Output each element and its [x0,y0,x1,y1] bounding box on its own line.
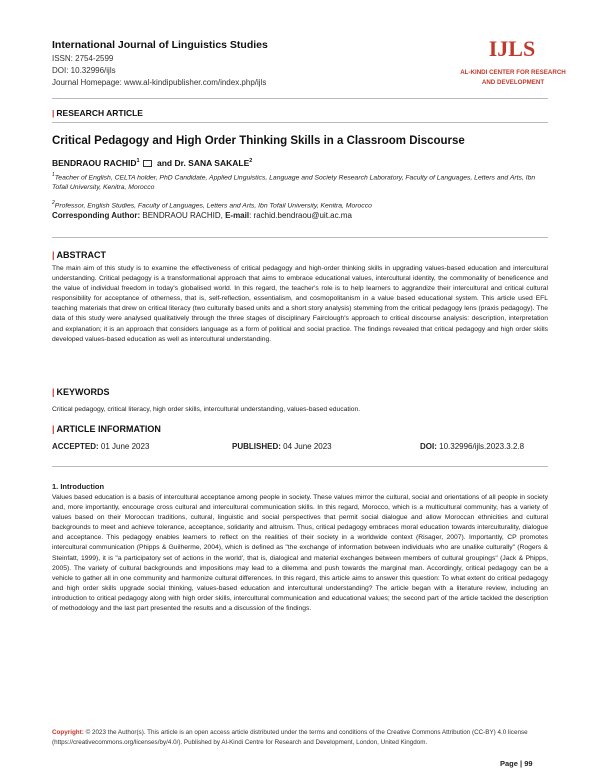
copyright-notice [52,728,548,747]
journal-logo-subtitle [440,68,586,88]
corresponding-label: Corresponding Author: [52,211,141,220]
affiliation-1 [52,170,548,193]
page-number: Page | 99 [500,759,533,768]
author-1-sup: 1 [136,158,140,165]
journal-logo: IJLS [488,36,536,61]
authors-line [52,158,252,168]
article-type [52,108,143,118]
copyright-text: © 2023 the Author(s). This article is an open access article distributed under the terms and conditions of the Creative Commons Attribution (CC-BY) 4.0 license (https://creativecommons.org/licenses/by/4.0/). Published by Al-Kindi Centre for Research and Development, London, United Kingdom. [52,729,528,746]
section-bar: | [52,424,55,434]
published-label: PUBLISHED: [232,442,281,451]
accepted-value: 01 June 2023 [100,442,150,451]
author-1: BENDRAOU RACHID [52,158,137,168]
accepted-label: ACCEPTED: [52,442,99,451]
published-date [232,442,332,451]
article-type-label: RESEARCH ARTICLE [56,108,143,118]
article-type-divider [52,122,548,123]
introduction-text: Values based education is a basis of intercultural acceptance among people in society. These values mirror the cultural, social and orientations of all people in society and, more importantly, encourage cross cultural and intercultural communication skills. In this regard, Morocco, which is a multicultural community, has a variety of values based on their Moroccan traditions, cultural, linguistic and social perspectives that permit social dialogue and allow Moroccan ethnicities and cultural backgrounds to meet and achieve tolerance, acceptance, solidarity and altruism. Thus, critical pedagogy embraces moral education towards interculturality, dialogue and acceptance. This pedagogy enables learners to reflect on the realities of their society in a worldwide context (Risager, 2007). Importantly, CP promotes intercultural communication (Phipps & Guilherme, 2004), which is defined as "the exchange of information between individuals who are unalike culturally" (Rogers & Steinfatt, 1999), it is "a participatory set of actions in the world', that is, dialogical and material exchanges between members of cultural groupings" (Jack & Phipps, 2005). The variety of cultural backgrounds and impositions may lead to a dilemma and push towards the marginal man. Accordingly, critical pedagogy can be a vehicle to gather all in one community and harmonize cultural differences. In this regard, this article aims to answer this question: To what extent do critical pedagogy and high order skills upgrade social thinking, values-based education and intercultural understanding? The article began with a literature review, including an introduction to critical pedagogy along with high order skills, intercultural communication and educational values; the second part of the article tackled the description of methodology and the last part presented the results and a discussion of the findings. [52,494,548,613]
author-2-sup: 2 [249,158,253,165]
journal-title: International Journal of Linguistics Studies [52,39,268,51]
logo-sub-line2: AND DEVELOPMENT [481,79,545,86]
affiliation-2-sup: 2 [52,200,55,206]
keywords-heading-label: KEYWORDS [56,387,110,397]
keywords-text: Critical pedagogy, critical literacy, high order skills, intercultural understanding, values-based education. [52,406,361,413]
affiliation-2 [52,198,548,211]
author-2: Dr. SANA SAKALE [174,158,250,168]
logo-sub-line1: AL-KINDI CENTER FOR RESEARCH [460,69,566,76]
journal-issn: ISSN: 2754-2599 [52,54,114,63]
affiliation-1-sup: 1 [52,172,55,178]
published-value: 04 June 2023 [283,442,332,451]
article-info-heading-label: ARTICLE INFORMATION [56,424,161,434]
corresponding-name: BENDRAOU RACHID, [142,211,223,220]
journal-homepage[interactable]: Journal Homepage: www.al-kindipublisher.com/index.php/ijls [52,78,267,87]
keywords-heading [52,387,110,397]
introduction-heading: 1. Introduction [52,482,105,491]
corresponding-author [52,211,352,220]
article-info-heading [52,424,161,434]
doi-label: DOI: [420,442,437,451]
affiliation-1-text: Teacher of English, CELTA holder, PhD Candidate, Applied Linguistics, Language and Society Research Laboratory, Faculty of Languages, Letters and Arts, Ibn Tofail University, Kenitra, Morocco [52,174,536,192]
header-divider [52,98,548,99]
abstract-top-divider [52,237,548,238]
abstract-heading [52,250,106,260]
section-bar: | [52,250,55,260]
accepted-date [52,442,149,451]
info-divider [52,466,548,467]
email-value[interactable]: : rachid.bendraou@uit.ac.ma [249,211,352,220]
article-doi [420,442,524,451]
mail-icon[interactable] [143,160,152,167]
email-label: E-mail [225,211,250,220]
section-bar: | [52,387,55,397]
abstract-text: The main aim of this study is to examine the effectiveness of critical pedagogy and high-order thinking skills in upgrading values-based education and intercultural understanding. Critical pedagogy is a transformational approach that aims to embrace educational values, intercultural identity, the commonality of beneficence and the value of individual freedom in today's globalised world. In this regard, the teacher's role is to help learners to aggrandize their intercultural and critical cultural responsibility for acceptance of otherness, that is, self-reflection, essentialism, and cosmopolitanism in a value based educational system. This article used EFL teaching materials that drew on critical literacy (two culturally based units and a short story analysis) stemming from the critical pedagogy lens (praxis pedagogy). The data of this study were analysed qualitatively through the three stages of disciplinary Fairclough's approach to critical discourse analysis: description, interpretation and explanation; it is an approach that considers language as a form of political and social practice. The findings revealed that critical pedagogy and high order skills developed values-based education as well as intercultural understanding. [52,265,548,343]
section-bar: | [52,108,55,118]
paper-title: Critical Pedagogy and High Order Thinking Skills in a Classroom Discourse [52,135,465,147]
abstract-heading-label: ABSTRACT [56,250,107,260]
doi-value[interactable]: 10.32996/ijls.2023.3.2.8 [439,442,525,451]
copyright-label: Copyright: [52,729,84,736]
journal-doi: DOI: 10.32996/ijls [52,66,116,75]
authors-and: and [156,158,173,168]
affiliation-2-text: Professor, English Studies, Faculty of Languages, Letters and Arts, Ibn Tofail University, Kenitra, Morocco [54,202,372,210]
